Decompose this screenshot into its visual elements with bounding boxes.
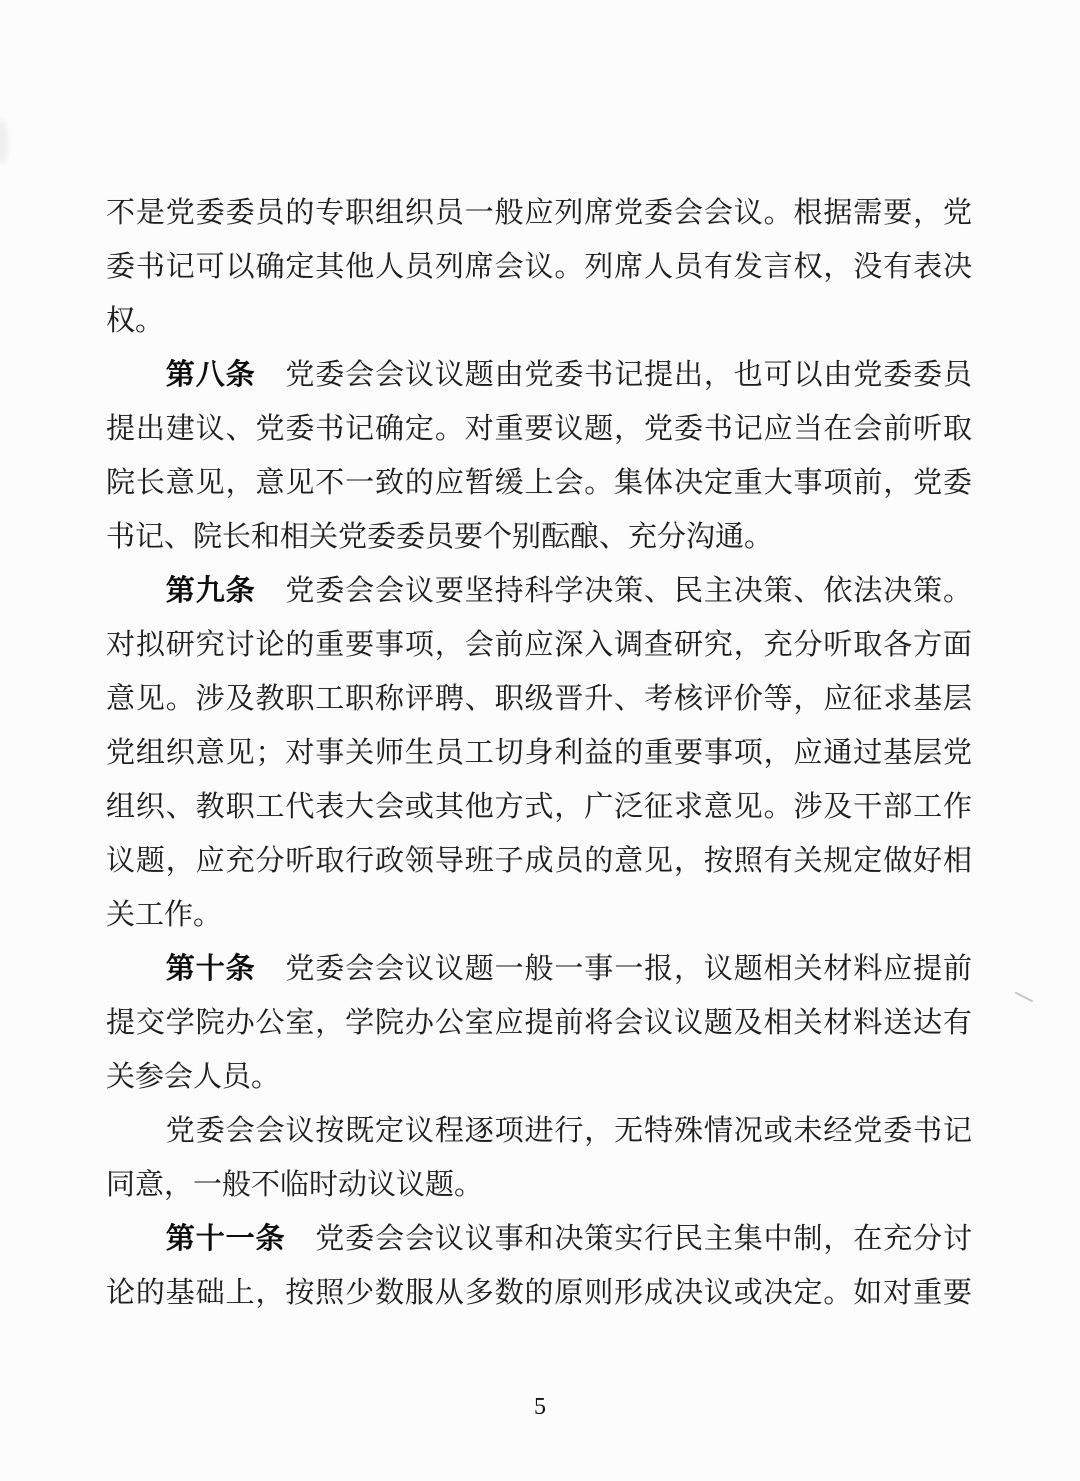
- paragraph: [106, 942, 972, 1104]
- text-line: 第十一条 党委会会议议事和决策实行民主集中制，在充分讨: [165, 1223, 972, 1255]
- text-line: 书记、院长和相关党委委员要个别酝酿、充分沟通。: [106, 521, 774, 553]
- text-line: 第八条 党委会会议议题由党委书记提出，也可以由党委委员: [165, 359, 972, 391]
- document-body: [106, 186, 972, 1320]
- text-line: 不是党委委员的专职组织员一般应列席党委会会议。根据需要，党: [106, 197, 972, 229]
- text-line: 组织、教职工代表大会或其他方式，广泛征求意见。涉及干部工作: [106, 791, 972, 823]
- text-line: 委书记可以确定其他人员列席会议。列席人员有发言权，没有表决: [106, 251, 972, 283]
- scan-scratch-artifact: [1015, 992, 1034, 1003]
- paragraph: [106, 1104, 972, 1212]
- paragraph: [106, 186, 972, 348]
- text-line: 党组织意见；对事关师生员工切身利益的重要事项，应通过基层党: [106, 737, 972, 769]
- article-number: 第十一条: [165, 1223, 286, 1255]
- text-line: 党委会会议按既定议程逐项进行，无特殊情况或未经党委书记: [165, 1115, 972, 1147]
- text-line: 提出建议、党委书记确定。对重要议题，党委书记应当在会前听取: [106, 413, 972, 445]
- text-line: 关工作。: [106, 899, 223, 931]
- text-line: 第十条 党委会会议议题一般一事一报，议题相关材料应提前: [165, 953, 972, 985]
- article-number: 第八条: [165, 359, 256, 391]
- text-line: 意见。涉及教职工职称评聘、职级晋升、考核评价等，应征求基层: [106, 683, 972, 715]
- paragraph: [106, 348, 972, 564]
- article-number: 第九条: [165, 575, 256, 607]
- text-line: 对拟研究讨论的重要事项，会前应深入调查研究，充分听取各方面: [106, 629, 972, 661]
- text-line: 提交学院办公室，学院办公室应提前将会议议题及相关材料送达有: [106, 1007, 972, 1039]
- paragraph: [106, 564, 972, 942]
- text-line: 同意，一般不临时动议议题。: [106, 1169, 484, 1201]
- text-line: 议题，应充分听取行政领导班子成员的意见，按照有关规定做好相: [106, 845, 972, 877]
- text-line: 第九条 党委会会议要坚持科学决策、民主决策、依法决策。: [165, 575, 972, 607]
- paragraph: [106, 1212, 972, 1320]
- text-line: 论的基础上，按照少数服从多数的原则形成决议或决定。如对重要: [106, 1277, 972, 1309]
- scan-smudge-artifact: [0, 120, 8, 164]
- article-number: 第十条: [165, 953, 256, 985]
- text-line: 权。: [106, 305, 165, 337]
- text-line: 院长意见，意见不一致的应暂缓上会。集体决定重大事项前，党委: [106, 467, 972, 499]
- page-number: 5: [534, 1394, 546, 1420]
- text-line: 关参会人员。: [106, 1061, 281, 1093]
